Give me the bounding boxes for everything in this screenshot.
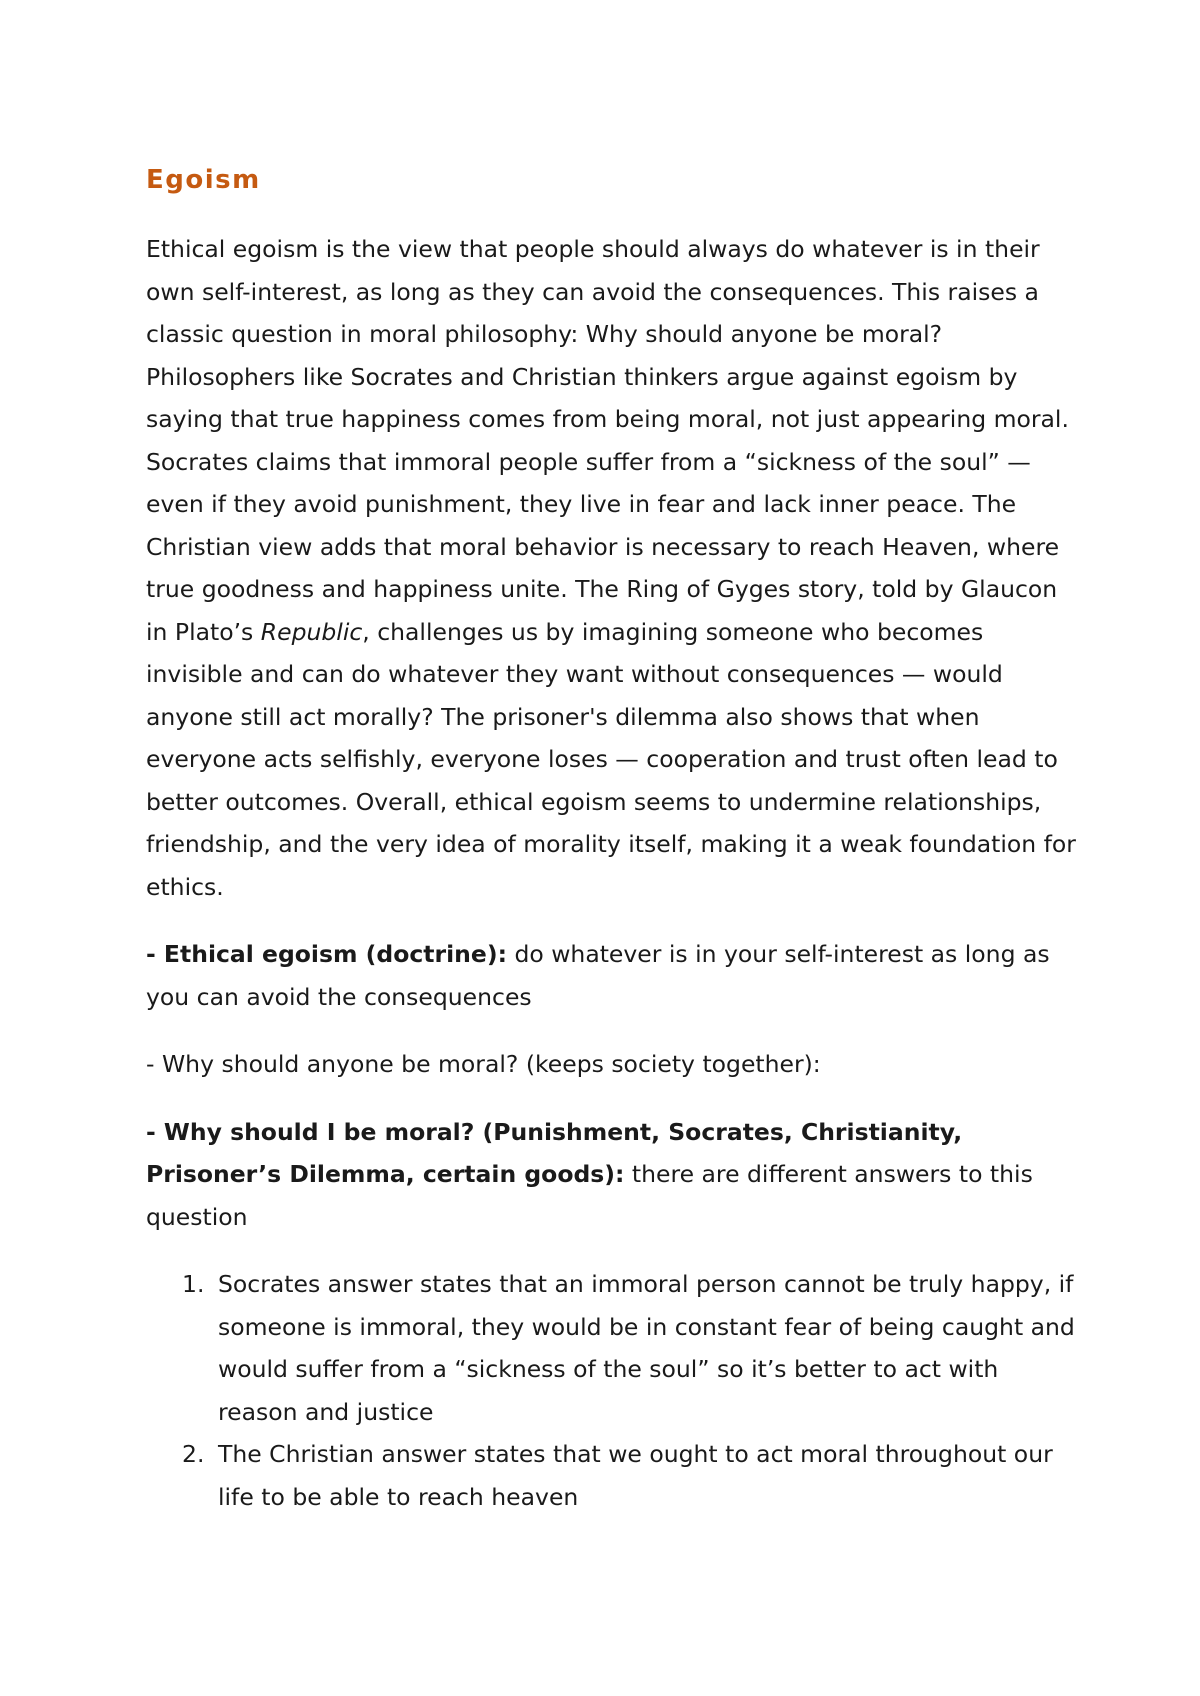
answers-list bbox=[146, 1263, 1076, 1518]
intro-text-before-italic: Ethical egoism is the view that people should always do whatever is in their own self-interest, as long as they can avoid the consequences. This raises a classic question in moral philosophy: Why should anyone be moral? Philosophers like Socrates and Christian thinkers argue against egoism by saying that true happiness comes from being moral, not just appearing moral. Socrates claims that immoral people suffer from a “sickness of the soul” — even if they avoid punishment, they live in fear and lack inner peace. The Christian view adds that moral behavior is necessary to reach Heaven, where true goodness and happiness unite. The Ring of Gyges story, told by Glaucon in Plato’s bbox=[146, 235, 1069, 646]
bullet-text: do whatever is in your self-interest as long as you can avoid the consequences bbox=[146, 940, 1050, 1011]
intro-paragraph bbox=[146, 228, 1076, 908]
bullet-bold-label: - Ethical egoism (doctrine): bbox=[146, 940, 507, 968]
list-item-number: 2. bbox=[182, 1440, 205, 1468]
bullet-why-anyone-moral bbox=[146, 1043, 1076, 1086]
bullet-text: there are different answers to this question bbox=[146, 1160, 1033, 1231]
intro-text-after-italic: , challenges us by imagining someone who becomes invisible and can do whatever they want without consequences — would anyone still act morally? The prisoner's dilemma also shows that when everyone acts selfishly, everyone loses — cooperation and trust often lead to better outcomes. Overall, ethical egoism seems to undermine relationships, friendship, and the very idea of morality itself, making it a weak foundation for ethics. bbox=[146, 617, 1076, 901]
bullet-ethical-egoism bbox=[146, 933, 1076, 1018]
bullet-why-i-moral bbox=[146, 1111, 1076, 1239]
list-item-text: Socrates answer states that an immoral person cannot be truly happy, if someone is immoral, they would be in constant fear of being caught and would suffer from a “sickness of the soul” so it’s better to act with reason and justice bbox=[218, 1270, 1075, 1426]
list-item bbox=[146, 1433, 1076, 1518]
list-item-text: The Christian answer states that we ought to act moral throughout our life to be able to reach heaven bbox=[218, 1440, 1053, 1511]
document-title: Egoism bbox=[146, 165, 261, 195]
list-item-number: 1. bbox=[182, 1270, 205, 1298]
document-page bbox=[146, 160, 1076, 1518]
intro-italic-republic: Republic bbox=[260, 617, 363, 646]
bullet-bold-label: - Why should I be moral? (Punishment, Socrates, Christianity, Prisoner’s Dilemma, certain goods): bbox=[146, 1117, 963, 1188]
list-item bbox=[146, 1263, 1076, 1433]
bullet-text: - Why should anyone be moral? (keeps society together): bbox=[146, 1050, 821, 1078]
